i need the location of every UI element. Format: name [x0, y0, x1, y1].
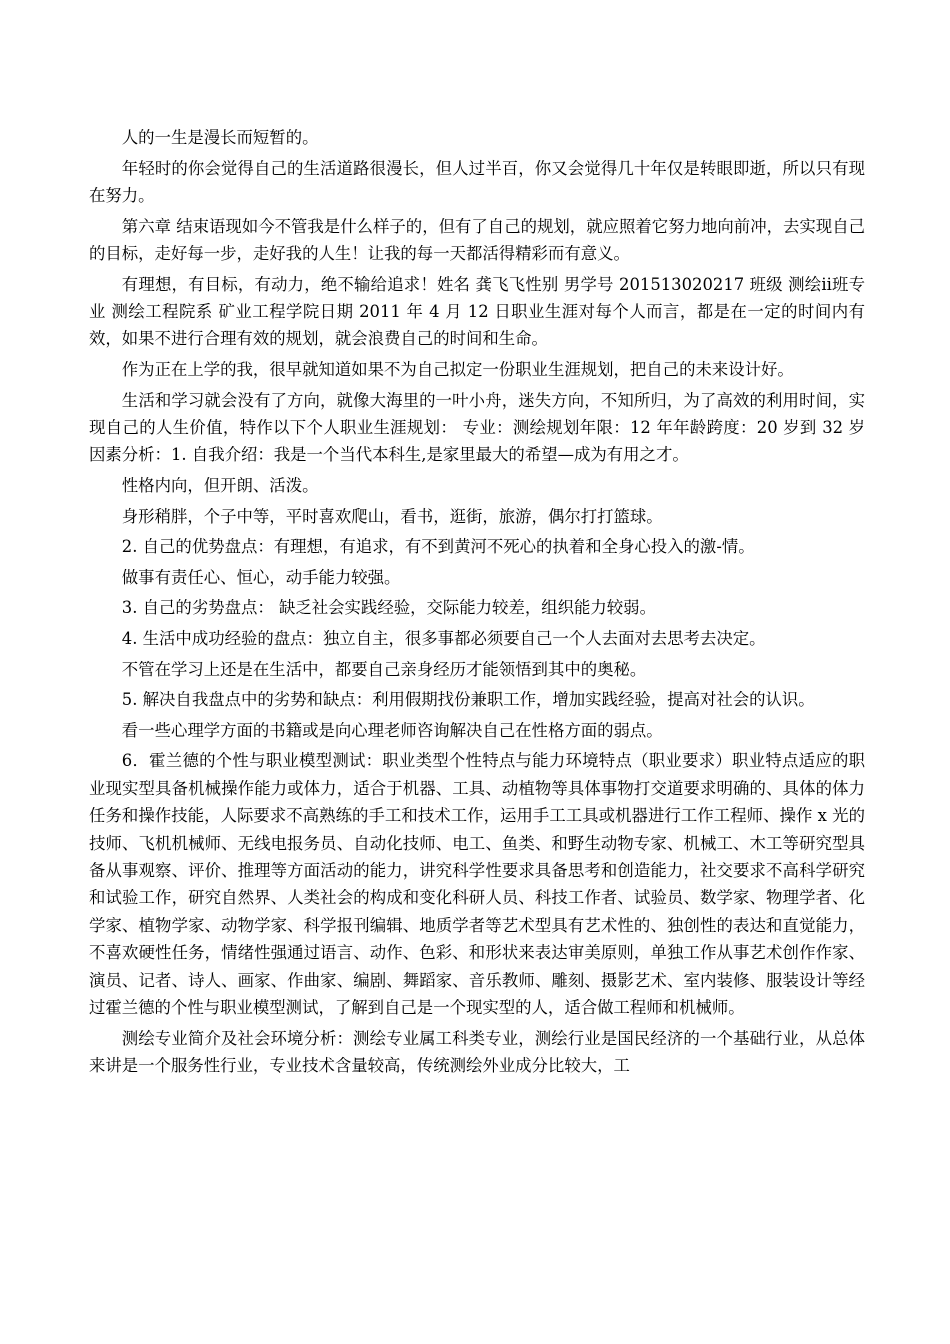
paragraph: 测绘专业简介及社会环境分析：测绘专业属工科类专业，测绘行业是国民经济的一个基础行业，从总体来讲是一个服务性行业，专业技术含量较高，传统测绘外业成分比较大，工	[89, 1028, 865, 1075]
paragraph: 不管在学习上还是在生活中，都要自己亲身经历才能领悟到其中的奥秘。	[121, 659, 647, 679]
paragraph: 生活和学习就会没有了方向，就像大海里的一叶小舟，迷失方向，不知所归，为了高效的利用时间，实现自己的人生价值，特作以下个人职业生涯规划： 专业：测绘规划年限：12 年年龄跨度：20 岁到 32 岁因素分析：1. 自我介绍：我是一个当代本科生,是家里最大的希望—成为有用之才。	[89, 390, 865, 465]
paragraph: 身形稍胖，个子中等，平时喜欢爬山，看书，逛街，旅游，偶尔打打篮球。	[121, 506, 663, 526]
paragraph: 4. 生活中成功经验的盘点：独立自主，很多事都必须要自己一个人去面对去思考去决定。	[121, 628, 766, 648]
paragraph: 5. 解决自我盘点中的劣势和缺点：利用假期找份兼职工作，增加实践经验，提高对社会的认识。	[121, 690, 815, 710]
paragraph: 年轻时的你会觉得自己的生活道路很漫长，但人过半百，你又会觉得几十年仅是转眼即逝，所以只有现在努力。	[89, 158, 865, 205]
document-body	[89, 124, 865, 1083]
paragraph: 做事有责任心、恒心，动手能力较强。	[121, 567, 401, 587]
paragraph: 看一些心理学方面的书籍或是向心理老师咨询解决自己在性格方面的弱点。	[121, 720, 663, 740]
paragraph: 2. 自己的优势盘点：有理想，有追求，有不到黄河不死心的执着和全身心投入的激-情。	[121, 537, 755, 557]
paragraph: 性格内向，但开朗、活泼。	[121, 476, 319, 495]
paragraph: 人的一生是漫长而短暂的。	[121, 128, 319, 147]
paragraph: 有理想，有目标，有动力，绝不输给追求！姓名 龚飞飞性别 男学号 201513020217 班级 测绘ii班专业 测绘工程院系 矿业工程学院日期 2011 年 4 月 12 日职业生涯对每个人而言，都是在一定的时间内有效，如果不进行合理有效的规划，就会浪费自己的时间和生命。	[89, 274, 865, 349]
paragraph: 作为正在上学的我，很早就知道如果不为自己拟定一份职业生涯规划，把自己的未来设计好。	[121, 360, 794, 379]
paragraph: 6．霍兰德的个性与职业模型测试：职业类型个性特点与能力环境特点（职业要求）职业特点适应的职业现实型具备机械操作能力或体力，适合于机器、工具、动植物等具体事物打交道要求明确的、具体的体力任务和操作技能，人际要求不高熟练的手工和技术工作，运用手工工具或机器进行工作工程师、操作 x 光的技师、飞机机械师、无线电报务员、自动化技师、电工、鱼类、和野生动物专家、机械工、木工等研究型具备从事观察、评价、推理等方面活动的能力，讲究科学性要求具备思考和创造能力，社交要求不高科学研究和试验工作，研究自然界、人类社会的构成和变化科研人员、科技工作者、试验员、数学家、物理学者、化学家、植物学家、动物学家、科学报刊编辑、地质学者等艺术型具有艺术性的、独创性的表达和直觉能力，不喜欢硬性任务，情绪性强通过语言、动作、色彩、和形状来表达审美原则，单独工作从事艺术创作作家、演员、记者、诗人、画家、作曲家、编剧、舞蹈家、音乐教师、雕刻、摄影艺术、室内装修、服装设计等经过霍兰德的个性与职业模型测试，了解到自己是一个现实型的人，适合做工程师和机械师。	[89, 751, 865, 1017]
paragraph: 3. 自己的劣势盘点： 缺乏社会实践经验，交际能力较差，组织能力较弱。	[121, 598, 656, 618]
paragraph: 第六章 结束语现如今不管我是什么样子的，但有了自己的规划，就应照着它努力地向前冲，去实现自己的目标，走好每一步，走好我的人生！让我的每一天都活得精彩而有意义。	[89, 216, 865, 263]
